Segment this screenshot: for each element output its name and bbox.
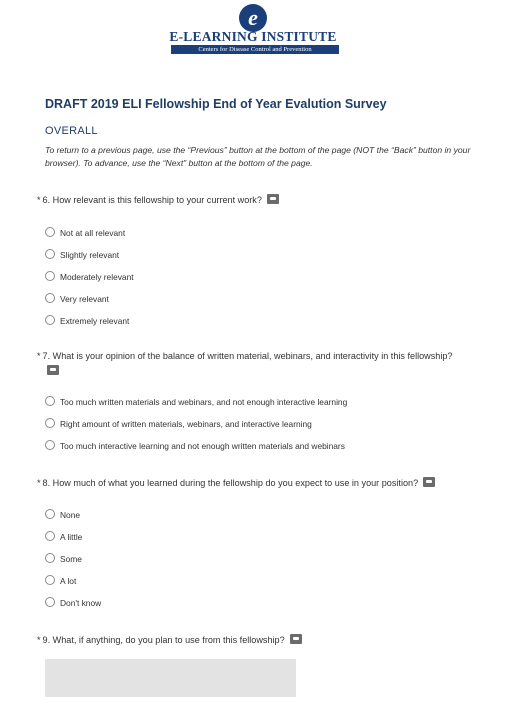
required-mark: *: [37, 635, 41, 645]
survey-title: DRAFT 2019 ELI Fellowship End of Year Evalution Survey: [45, 97, 387, 111]
q8-option-2[interactable]: [45, 528, 82, 540]
comment-icon[interactable]: [47, 365, 59, 375]
q6-option-2[interactable]: [45, 246, 119, 258]
q6-option-4[interactable]: [45, 290, 109, 302]
radio-button[interactable]: [45, 396, 55, 406]
q6-option-3[interactable]: [45, 268, 134, 280]
radio-button[interactable]: [45, 271, 55, 281]
radio-button[interactable]: [45, 418, 55, 428]
question-8-text: 8. How much of what you learned during the fellowship do you expect to use in your position?: [42, 478, 419, 488]
q8-option-5[interactable]: [45, 594, 101, 606]
option-label: Too much written materials and webinars, and not enough interactive learning: [60, 396, 348, 407]
question-8-title: [37, 477, 435, 489]
option-label: Slightly relevant: [60, 249, 120, 260]
page-description: To return to a previous page, use the “Previous” button at the bottom of the page (NOT the “Back” button in your browser). To advance, use the “Next” button at the bottom of the page.: [45, 145, 471, 168]
option-label: Don't know: [60, 597, 102, 608]
q7-option-3[interactable]: [45, 437, 345, 449]
q7-option-2[interactable]: [45, 415, 312, 427]
q8-option-1[interactable]: [45, 506, 80, 518]
option-label: None: [60, 509, 81, 520]
q8-option-4[interactable]: [45, 572, 76, 584]
q6-option-5[interactable]: [45, 312, 129, 324]
radio-button[interactable]: [45, 440, 55, 450]
question-9-title: [37, 634, 302, 646]
logo-subtitle: Centers for Disease Control and Prevention: [171, 45, 339, 54]
option-label: Right amount of written materials, webinars, and interactive learning: [60, 418, 312, 429]
radio-button[interactable]: [45, 227, 55, 237]
radio-button[interactable]: [45, 575, 55, 585]
comment-icon[interactable]: [267, 194, 279, 204]
required-mark: *: [37, 351, 41, 361]
option-label: Moderately relevant: [60, 271, 134, 282]
question-7-title: [37, 350, 452, 362]
question-7-text: 7. What is your opinion of the balance of written material, webinars, and interactivity in this fellowship?: [42, 351, 453, 361]
radio-button[interactable]: [45, 249, 55, 259]
q9-answer-textbox[interactable]: [45, 659, 296, 697]
option-label: Not at all relevant: [60, 227, 126, 238]
option-label: Extremely relevant: [60, 315, 130, 326]
radio-button[interactable]: [45, 509, 55, 519]
question-9-text: 9. What, if anything, do you plan to use from this fellowship?: [42, 635, 285, 645]
logo: [0, 0, 506, 60]
radio-button[interactable]: [45, 597, 55, 607]
q8-option-3[interactable]: [45, 550, 82, 562]
radio-button[interactable]: [45, 553, 55, 563]
option-label: A lot: [60, 575, 77, 586]
option-label: A little: [60, 531, 83, 542]
radio-button[interactable]: [45, 315, 55, 325]
logo-name: E-LEARNING INSTITUTE: [169, 29, 337, 44]
option-label: Some: [60, 553, 82, 564]
radio-button[interactable]: [45, 293, 55, 303]
question-6-title: [37, 194, 279, 206]
option-label: Very relevant: [60, 293, 109, 304]
svg-text:e: e: [248, 5, 258, 30]
page-title: OVERALL: [45, 125, 98, 137]
q6-option-1[interactable]: [45, 224, 125, 236]
required-mark: *: [37, 478, 41, 488]
radio-button[interactable]: [45, 531, 55, 541]
comment-icon[interactable]: [423, 477, 435, 487]
question-6-text: 6. How relevant is this fellowship to your current work?: [42, 195, 262, 205]
q7-option-1[interactable]: [45, 393, 347, 405]
option-label: Too much interactive learning and not enough written materials and webinars: [60, 440, 345, 451]
required-mark: *: [37, 195, 41, 205]
comment-icon[interactable]: [290, 634, 302, 644]
